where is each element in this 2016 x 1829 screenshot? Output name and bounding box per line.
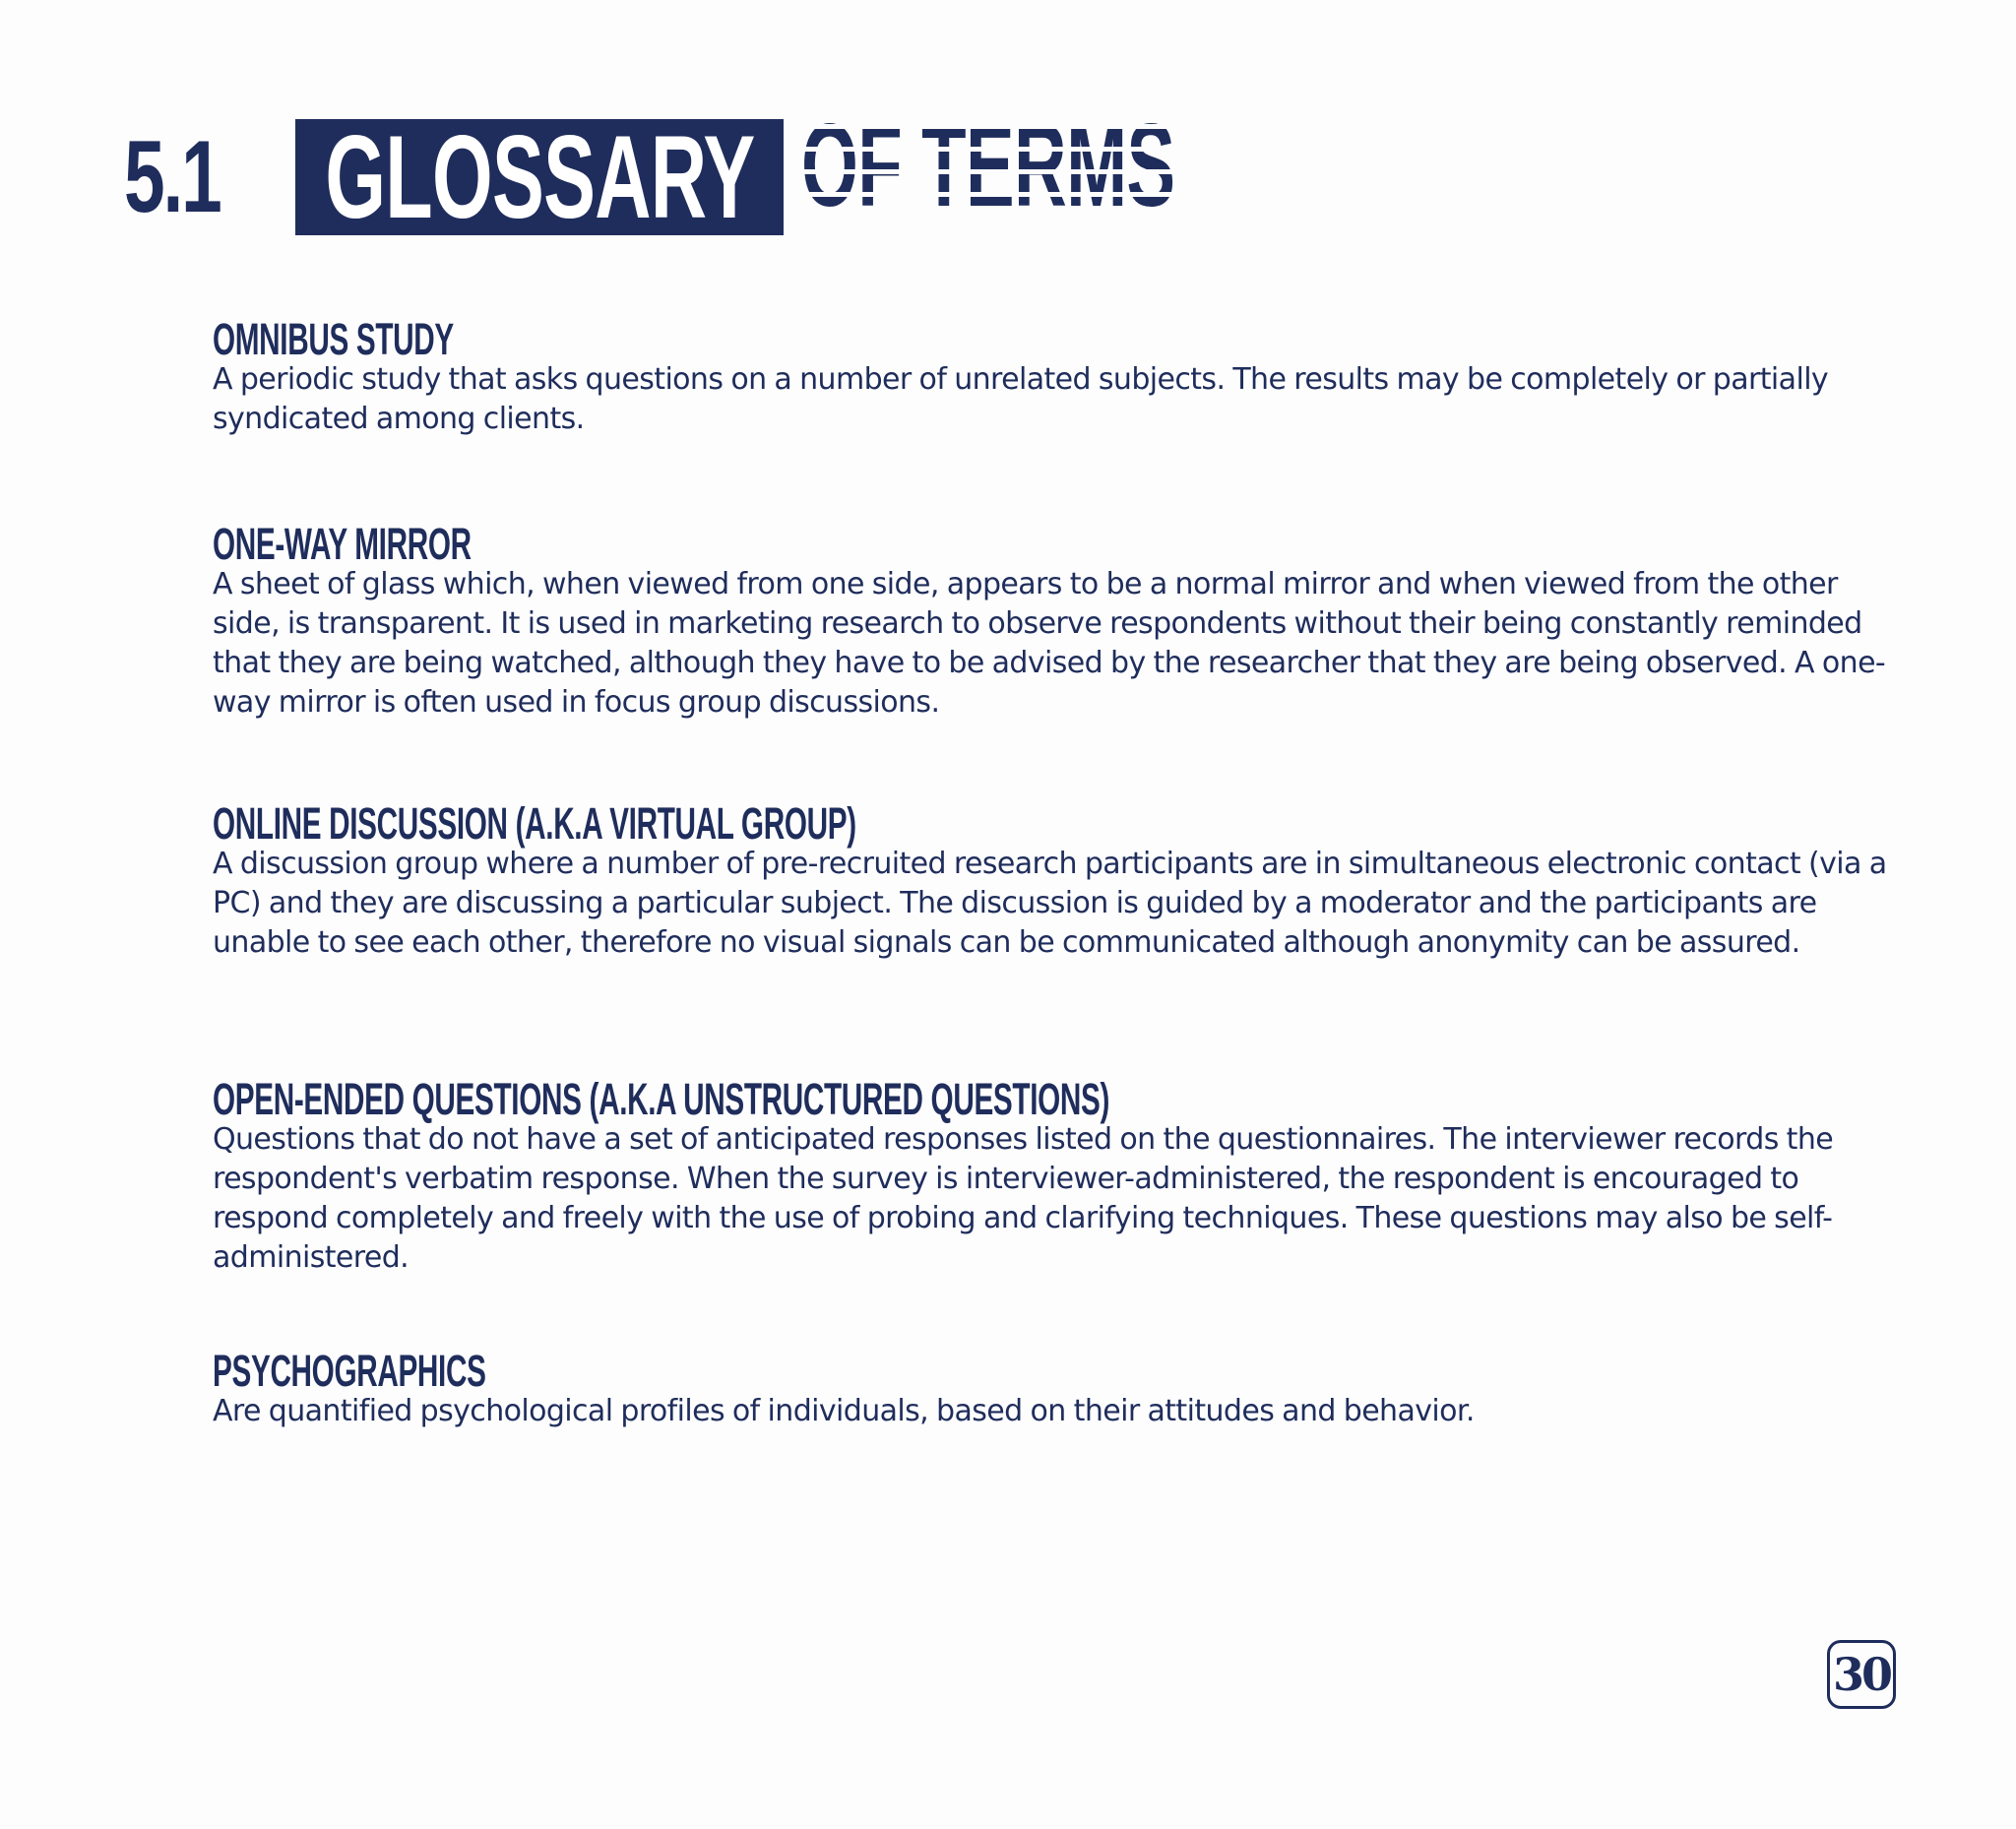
term-definition: A sheet of glass which, when viewed from one side, appears to be a normal mirror and when viewed from the other side, is transparent. It is used in marketing research to observe respondents without their being constantly reminded that they are being watched, although they have to be advised by the researcher that they are being observed. A one-way mirror is often used in focus group discussions. [213,567,1886,720]
section-number: 5.1 [124,120,220,234]
term-heading: OMNIBUS STUDY [213,314,454,364]
title-highlight-box [295,119,784,235]
glossary-entry [213,519,1906,723]
glossary-entry [213,798,1906,963]
term-definition: A discussion group where a number of pre-recruited research participants are in simultaneous electronic contact (via a PC) and they are discussing a particular subject. The discussion is guided by a moderator and the participants are unable to see each other, therefore no visual signals can be communicated although anonymity can be assured. [213,847,1887,960]
term-definition: A periodic study that asks questions on a number of unrelated subjects. The results may be completely or partially syndicated among clients. [213,362,1829,436]
term-definition: Are quantified psychological profiles of individuals, based on their attitudes and behavior. [213,1394,1475,1428]
glossary-entry [213,1346,1906,1431]
page-number-badge: 30 [1827,1640,1896,1709]
page-title [124,99,1404,238]
term-heading: OPEN-ENDED QUESTIONS (A.K.A UNSTRUCTURED QUESTIONS) [213,1074,1110,1124]
term-heading: ONE-WAY MIRROR [213,519,472,569]
title-rest-text: OF TERMS [801,99,1175,231]
term-definition: Questions that do not have a set of anticipated responses listed on the questionnaires. The interviewer records the respondent's verbatim response. When the survey is interviewer-administered, the respondent is encouraged to respond completely and freely with the use of probing and clarifying techniques. These questions may also be self-administered. [213,1122,1834,1275]
glossary-entry [213,314,1906,439]
term-heading: PSYCHOGRAPHICS [213,1346,486,1396]
title-highlight-text: GLOSSARY [324,119,755,235]
glossary-entry [213,1074,1906,1278]
term-heading: ONLINE DISCUSSION (A.K.A VIRTUAL GROUP) [213,798,856,849]
